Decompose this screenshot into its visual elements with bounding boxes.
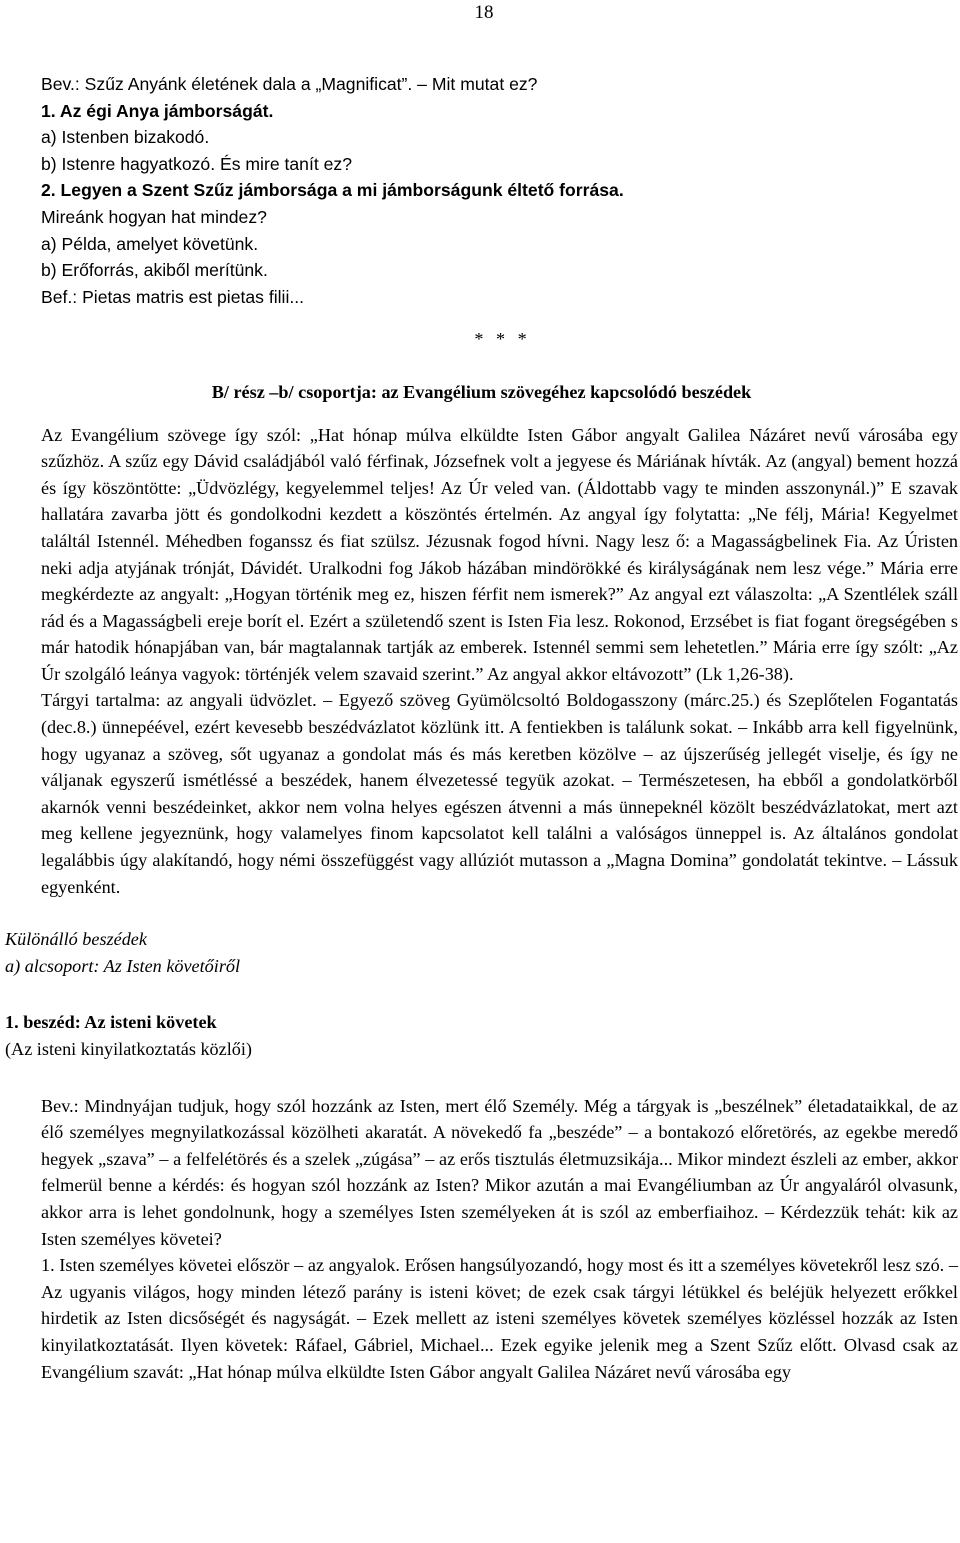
- outline-question: Mireánk hogyan hat mindez?: [41, 206, 267, 227]
- outline-point-1a: a) Istenben bizakodó.: [41, 127, 210, 148]
- subheading-separate-sermons: Különálló beszédek: [5, 929, 147, 950]
- subheading-subgroup-a: a) alcsoport: Az Isten követőiről: [5, 955, 241, 976]
- outline-point-2: 2. Legyen a Szent Szűz jámborsága a mi jámborságunk éltető forrása.: [41, 180, 624, 201]
- page-number: 18: [474, 2, 494, 23]
- commentary-paragraph: Tárgyi tartalma: az angyali üdvözlet. – Egyező szöveg Gyümölcsoltó Boldogasszony (márc.25.) és Szeplőtelen Fogantatás (dec.8.) ünnepéével, ezért kevesebb beszédvázlatot közlünk itt. A fentiekben is találunk sokat. – Inkább arra kell figyelnünk, hogy ugyanaz a szöveg, sőt ugyanaz a gondolat más és más keretben közölve – az újszerűség jellegét viselje, és így ne váljanak egyszerű ismétléssé a beszédek, hanem élvezetessé tegyük azokat. – Természetesen, ha ebből a gondolatkörből akarnók venni beszédeinket, akkor nem volna helyes egészen átvenni a más ünnepeknél közölt beszédvázlatokat, mert azt meg kellene jegyeznünk, hogy valamelyes finom kapcsolatot kell találni a valóságos ünneppel is. Az általános gondolat legalábbis úgy alakítandó, hogy némi összefüggést vagy allúziót mutasson a „Magna Domina” gondolatát tekintve. – Lássuk egyenként.: [41, 690, 958, 897]
- sermon-point-1-paragraph: 1. Isten személyes követei először – az angyalok. Erősen hangsúlyozandó, hogy most és itt a személyes követekről lesz szó. – Az ugyanis világos, hogy minden létező parány is isteni követ; de ezek csak tárgyi létükkel és beléjük helyezett erőkkel hirdetik az Isten dicsőségét és nagyságát. – Ezek mellett az isteni személyes követek személyes közléssel hozzák az Isten kinyilatkoztatását. Ilyen követek: Ráfael, Gábriel, Michael... Ezek egyike jelenik meg a Szent Szűz előtt. Olvasd csak az Evangélium szavát: „Hat hónap múlva elküldte Isten Gábor angyalt Galilea Názáret nevű városába egy: [41, 1255, 958, 1382]
- gospel-paragraph: Az Evangélium szövege így szól: „Hat hónap múlva elküldte Isten Gábor angyalt Galilea Názáret nevű városába egy szűzhöz. A szűz egy Dávid családjából való férfinak, Józsefnek volt a jegyese és Máriának hívták. Az (angyal) bement hozzá és így köszöntötte: „Üdvözlégy, kegyelemmel teljes! Az Úr veled van. (Áldottabb vagy te minden asszonynál.)” E szavak hallatára zavarba jött és gondolkodni kezdett a köszöntés értelmén. Az angyal így folytatta: „Ne félj, Mária! Kegyelmet találtál Istennél. Méhedben foganssz és fiat szülsz. Jézusnak fogod hívni. Nagy lesz ő: a Magasságbelinek Fia. Az Úristen neki adja atyjának trónját, Dávidét. Uralkodni fog Jákob házában mindörökké és királyságának nem lesz vége.” Mária erre megkérdezte az angyalt: „Hogyan történik meg ez, hiszen férfit nem ismerek?” Az angyal ezt válaszolta: „A Szentlélek száll rád és a Magasságbeli ereje borít el. Ezért a születendő szent is Isten Fia lesz. Rokonod, Erzsébet is fiat fogant öregségében s már hatodik hónapjában van, bár magtalannak tartják az emberek. Istennél semmi sem lehetetlen.” Mária erre így szólt: „Az Úr szolgáló leánya vagyok: történjék velem szavaid szerint.” Az angyal akkor eltávozott” (Lk 1,26-38).: [41, 424, 958, 684]
- document-page: [5, 71, 958, 1385]
- outline-intro-line: Bev.: Szűz Anyánk életének dala a „Magnificat”. – Mit mutat ez?: [41, 74, 538, 94]
- outline-conclusion: Bef.: Pietas matris est pietas filii...: [41, 286, 305, 307]
- outline-point-1b: b) Istenre hagyatkozó. És mire tanít ez?: [41, 153, 352, 174]
- sermon-intro-paragraph: Bev.: Mindnyájan tudjuk, hogy szól hozzánk az Isten, mert élő Személy. Még a tárgyak is „beszélnek” életadataikkal, de az élő személyes megnyilatkozással közölheti akaratát. A növekedő fa „beszéde” – a bontakozó előretörés, az egekbe meredő hegyek „szava” – a felfelétörés és a szelek „zúgása” – az erős tisztulás életmuzsikája... Mikor mindezt észleli az ember, akkor felmerül benne a kérdés: és hogyan szól hozzánk az Isten? Mikor azután a mai Evangéliumban az Úr angyaláról olvasunk, akkor arra is lehet gondolnunk, hogy a személyes Isten személyeken át is szól az emberfiaihoz. – Kérdezzük tehát: kik az Isten személyes követei?: [41, 1095, 958, 1249]
- section-title: B/ rész –b/ csoportja: az Evangélium szövegéhez kapcsolódó beszédek: [211, 381, 752, 402]
- sermon-subtitle: (Az isteni kinyilatkoztatás közlői): [5, 1039, 252, 1059]
- intro-outline: [5, 71, 958, 310]
- sermon-title: 1. beszéd: Az isteni követek: [5, 1012, 217, 1033]
- outline-point-2a: a) Példa, amelyet követünk.: [41, 233, 259, 254]
- section-separator: * * *: [474, 329, 531, 350]
- outline-point-2b: b) Erőforrás, akiből merítünk.: [41, 260, 268, 281]
- outline-point-1: 1. Az égi Anya jámborságát.: [41, 100, 274, 121]
